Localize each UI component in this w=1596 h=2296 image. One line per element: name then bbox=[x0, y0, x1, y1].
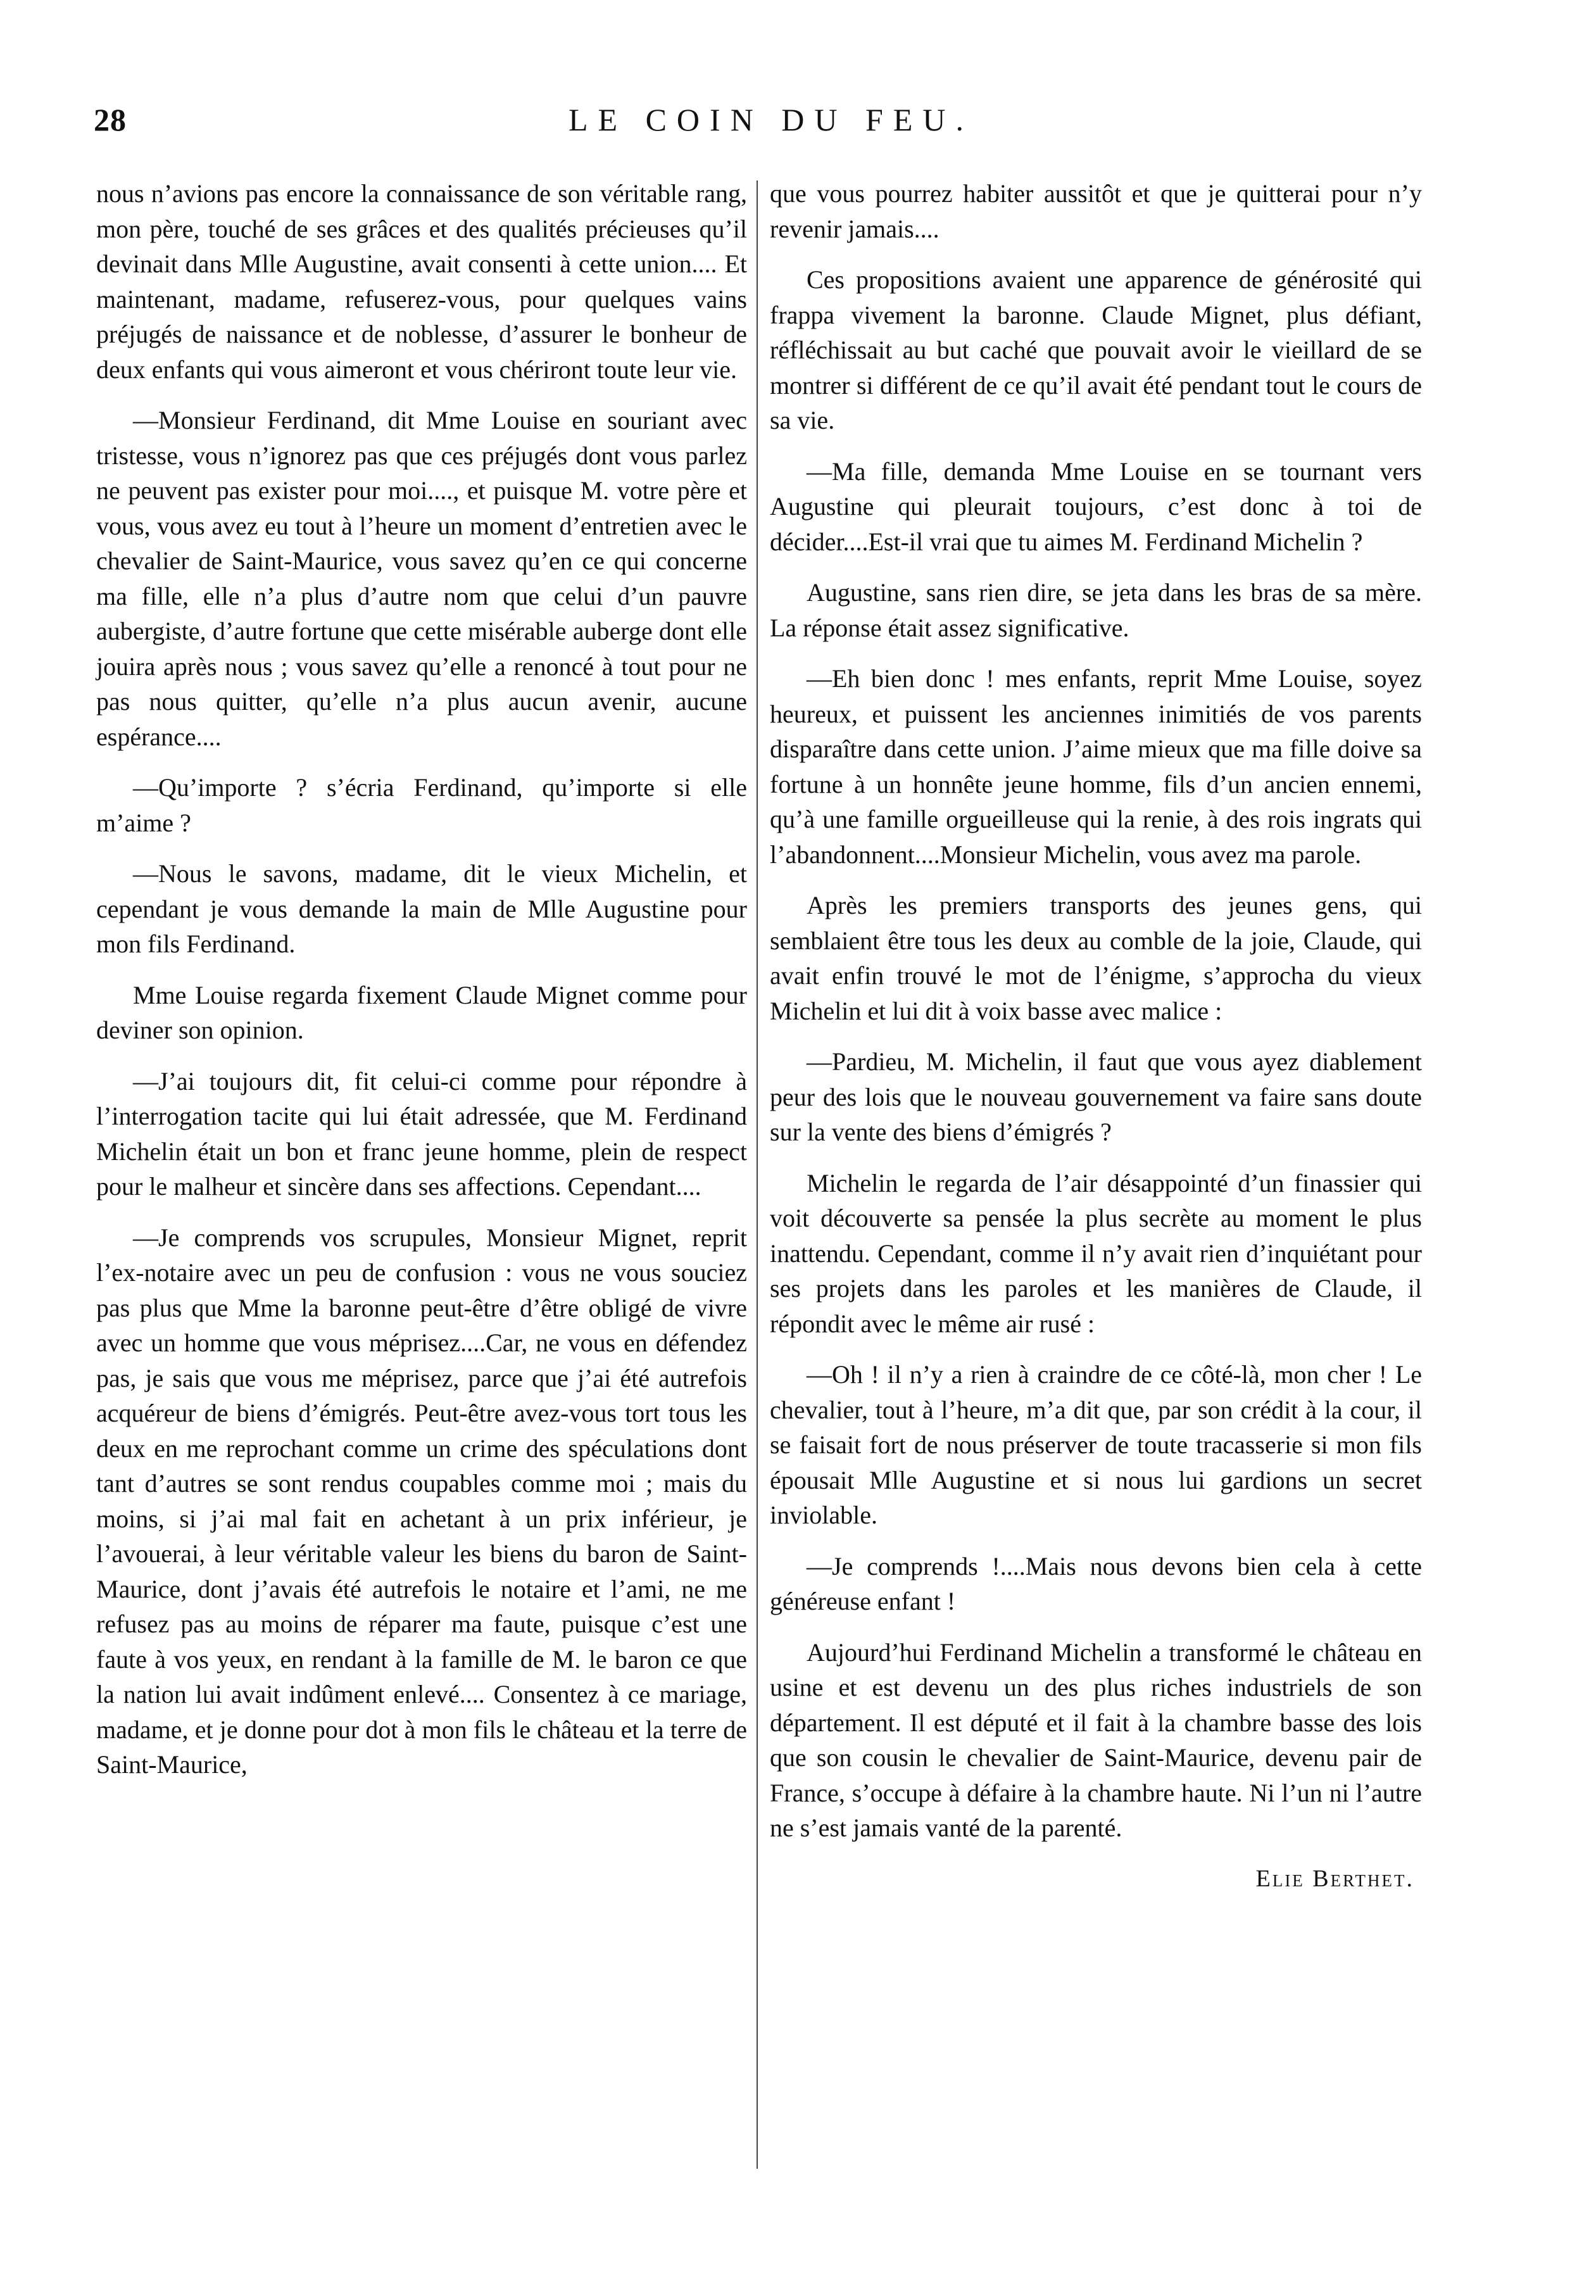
right-column bbox=[770, 176, 1422, 1896]
paragraph: —Oh ! il n’y a rien à craindre de ce côté-là, mon cher ! Le chevalier, tout à l’heure, m’a dit que, par son crédit à la cour, il se faisait fort de nous préserver de toute tracasserie si mon fils épousait Mlle Augustine et si nous lui gardions un secret inviolable. bbox=[770, 1360, 1422, 1529]
left-column bbox=[96, 176, 747, 1798]
paragraph: Augustine, sans rien dire, se jeta dans les bras de sa mère. La réponse était assez significative. bbox=[770, 578, 1422, 642]
paragraph: —J’ai toujours dit, fit celui-ci comme pour répondre à l’interrogation tacite qui lui était adressée, que M. Ferdinand Michelin était un bon et franc jeune homme, plein de respect pour le malheur et sincère dans ses affections. Cependant.... bbox=[96, 1066, 747, 1201]
paragraph: Mme Louise regarda fixement Claude Mignet comme pour deviner son opinion. bbox=[96, 980, 747, 1044]
paragraph: —Je comprends vos scrupules, Monsieur Mignet, reprit l’ex-notaire avec un peu de confusion : vous ne vous souciez pas plus que Mme la baronne peut-être d’être obligé de vivre avec un homme que vous méprisez....Car, ne vous en défendez pas, je sais que vous me méprisez, parce que j’ai été autrefois acquéreur de biens d’émigrés. Peut-être avez-vous tort tous les deux en me reprochant comme un crime des spéculations dont tant d’autres se sont rendus coupables comme moi ; mais du moins, si j’ai mal fait en achetant à un prix inférieur, je l’avouerai, à leur véritable valeur les biens du baron de Saint-Maurice, dont j’avais été autrefois le notaire et l’ami, ne me refusez pas au moins de réparer ma faute, puisque c’est une faute à vos yeux, en rendant à la famille de M. le baron ce que la nation lui avait indûment enlevé.... Consentez à ce mariage, madame, et je donne pour dot à mon fils le château et la terre de Saint-Maurice, bbox=[96, 1223, 747, 1779]
paragraph: —Pardieu, M. Michelin, il faut que vous ayez diablement peur des lois que le nouveau gouvernement va faire sans doute sur la vente des biens d’émigrés ? bbox=[770, 1047, 1422, 1146]
author-signature: Elie Berthet. bbox=[1255, 1865, 1414, 1892]
paragraph: Après les premiers transports des jeunes gens, qui semblaient être tous les deux au comble de la joie, Claude, qui avait enfin trouvé le mot de l’énigme, s’approcha du vieux Michelin et lui dit à voix basse avec malice : bbox=[770, 891, 1422, 1025]
paragraph: —Monsieur Ferdinand, dit Mme Louise en souriant avec tristesse, vous n’ignorez pas que ces préjugés dont vous parlez ne peuvent pas exister pour moi...., et puisque M. votre père et vous, vous avez eu tout à l’heure un moment d’entretien avec le chevalier de Saint-Maurice, vous savez qu’en ce qui concerne ma fille, elle n’a plus d’autre nom que celui d’un pauvre aubergiste, d’autre fortune que cette misérable auberge dont elle jouira après nous ; vous savez qu’elle a renoncé à tout pour ne pas nous quitter, qu’elle n’a plus aucun avenir, aucune espérance.... bbox=[96, 406, 747, 751]
paragraph: —Ma fille, demanda Mme Louise en se tournant vers Augustine qui pleurait toujours, c’est donc à toi de décider....Est-il vrai que tu aimes M. Ferdinand Michelin ? bbox=[770, 457, 1422, 556]
running-title: LE COIN DU FEU. bbox=[569, 102, 974, 137]
paragraph: —Nous le savons, madame, dit le vieux Michelin, et cependant je vous demande la main de Mlle Augustine pour mon fils Ferdinand. bbox=[96, 859, 747, 958]
paragraph: que vous pourrez habiter aussitôt et que je quitterai pour n’y revenir jamais.... bbox=[770, 179, 1422, 243]
page-number: 28 bbox=[94, 102, 127, 137]
page-header bbox=[94, 101, 1448, 158]
paragraph: —Qu’importe ? s’écria Ferdinand, qu’importe si elle m’aime ? bbox=[96, 773, 747, 837]
paragraph: Aujourd’hui Ferdinand Michelin a transformé le château en usine et est devenu un des plus riches industriels de son département. Il est député et il fait à la chambre basse des lois que son cousin le chevalier de Saint-Maurice, devenu pair de France, s’occupe à défaire à la chambre haute. Ni l’un ni l’autre ne s’est jamais vanté de la parenté. bbox=[770, 1637, 1422, 1842]
paragraph: —Eh bien donc ! mes enfants, reprit Mme Louise, soyez heureux, et puissent les anciennes inimitiés de vos parents disparaître dans cette union. J’aime mieux que ma fille doive sa fortune à un honnête jeune homme, fils d’un ancien ennemi, qu’à une famille orgueilleuse qui la renie, à des rois ingrats qui l’abandonnent....Monsieur Michelin, vous avez ma parole. bbox=[770, 664, 1422, 869]
paragraph: —Je comprends !....Mais nous devons bien cela à cette généreuse enfant ! bbox=[770, 1551, 1422, 1615]
paragraph: Ces propositions avaient une apparence de générosité qui frappa vivement la baronne. Claude Mignet, plus défiant, réfléchissait au but caché que pouvait avoir le vieillard de se montrer si différent de ce qu’il avait été pendant tout le cours de sa vie. bbox=[770, 265, 1422, 434]
paragraph: Michelin le regarda de l’air désappointé d’un finassier qui voit découverte sa pensée la plus secrète au moment le plus inattendu. Cependant, comme il n’y avait rien d’inquiétant pour ses projets dans les paroles et les manières de Claude, il répondit avec le même air rusé : bbox=[770, 1168, 1422, 1338]
paragraph: nous n’avions pas encore la connaissance de son véritable rang, mon père, touché de ses grâces et des qualités précieuses qu’il devinait dans Mlle Augustine, avait consenti à cette union.... Et maintenant, madame, refuserez-vous, pour quelques vains préjugés de naissance et de noblesse, d’assurer le bonheur de deux enfants qui vous aimeront et vous chériront toute leur vie. bbox=[96, 179, 747, 384]
column-divider bbox=[757, 180, 758, 2169]
